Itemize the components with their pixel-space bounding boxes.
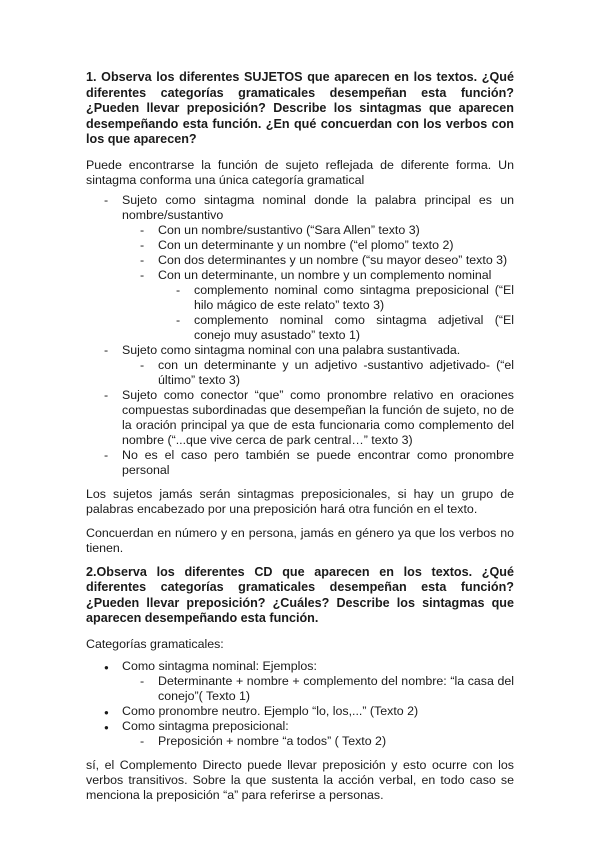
list-item: - Determinante + nombre + complemento del nombre: “la casa del conejo”( Texto 1) xyxy=(158,674,514,704)
question-1: 1. Observa los diferentes SUJETOS que aparecen en los textos. ¿Qué diferentes categorías gramaticales desempeñan esta función? ¿Pueden llevar preposición? Describe los sintagmas que aparecen desempeñando esta función. ¿En qué concuerdan con los verbos con los que aparecen? xyxy=(86,70,514,146)
list-item xyxy=(122,719,514,749)
sub-sub-list xyxy=(158,283,514,343)
list-item: ● Como pronombre neutro. Ejemplo “lo, los,...” (Texto 2) xyxy=(122,704,514,719)
sub-list xyxy=(122,734,514,749)
sub-list xyxy=(122,358,514,388)
sub-list xyxy=(122,223,514,343)
q2-paragraph: sí, el Complemento Directo puede llevar preposición y esto ocurre con los verbos transitivos. Sobre la que sustenta la acción verbal, en todo caso se menciona la preposición “a” para referirse a personas. xyxy=(86,757,514,802)
q1-intro: Puede encontrarse la función de sujeto reflejada de diferente forma. Un sintagma conforma una única categoría gramatical xyxy=(86,157,514,187)
list-item-text: Sujeto como sintagma nominal con una palabra sustantivada. xyxy=(122,342,461,357)
q1-paragraph-1: Los sujetos jamás serán sintagmas preposicionales, si hay un grupo de palabras encabezado por una preposición hará otra función en el texto. xyxy=(86,486,514,516)
list-item xyxy=(122,193,514,343)
list-item: - No es el caso pero también se puede encontrar como pronombre personal xyxy=(122,448,514,478)
q1-list xyxy=(86,193,514,478)
sub-list xyxy=(122,674,514,704)
list-item: - Con un determinante y un nombre (“el plomo” texto 2) xyxy=(158,238,514,253)
list-item: - con un determinante y un adjetivo -sustantivo adjetivado- (“el último” texto 3) xyxy=(158,358,514,388)
question-2: 2.Observa los diferentes CD que aparecen en los textos. ¿Qué diferentes categorías gramaticales desempeñan esta función? ¿Pueden llevar preposición? ¿Cuáles? Describe los sintagmas que aparecen desempeñando esta función. xyxy=(86,564,514,625)
list-item-text: Como sintagma nominal: Ejemplos: xyxy=(122,658,317,673)
list-item: - Sujeto como conector “que” como pronombre relativo en oraciones compuestas subordinadas que desempeñan la función de sujeto, no de la oración principal ya que de esta funcionaria como complemento del nombre (“...que vive cerca de park central…” texto 3) xyxy=(122,388,514,448)
list-item xyxy=(122,659,514,704)
list-item-text: Sujeto como sintagma nominal donde la palabra principal es un nombre/sustantivo xyxy=(122,192,514,222)
q2-bullet-list xyxy=(86,659,514,749)
list-item xyxy=(122,343,514,388)
list-item xyxy=(158,268,514,343)
list-item: - Preposición + nombre “a todos” ( Texto 2) xyxy=(158,734,514,749)
q2-intro: Categorías gramaticales: xyxy=(86,636,224,651)
list-item: - Con un nombre/sustantivo (“Sara Allen” texto 3) xyxy=(158,223,514,238)
q1-paragraph-2: Concuerdan en número y en persona, jamás en género ya que los verbos no tienen. xyxy=(86,525,514,555)
list-item-text: Como sintagma preposicional: xyxy=(122,718,289,733)
list-item: - complemento nominal como sintagma adjetival (“El conejo muy asustado” texto 1) xyxy=(194,313,514,343)
list-item: - complemento nominal como sintagma preposicional (“El hilo mágico de este relato” texto 3) xyxy=(194,283,514,313)
list-item-text: Con un determinante, un nombre y un complemento nominal xyxy=(158,267,492,282)
list-item: - Con dos determinantes y un nombre (“su mayor deseo” texto 3) xyxy=(158,253,514,268)
document-page xyxy=(86,70,514,803)
